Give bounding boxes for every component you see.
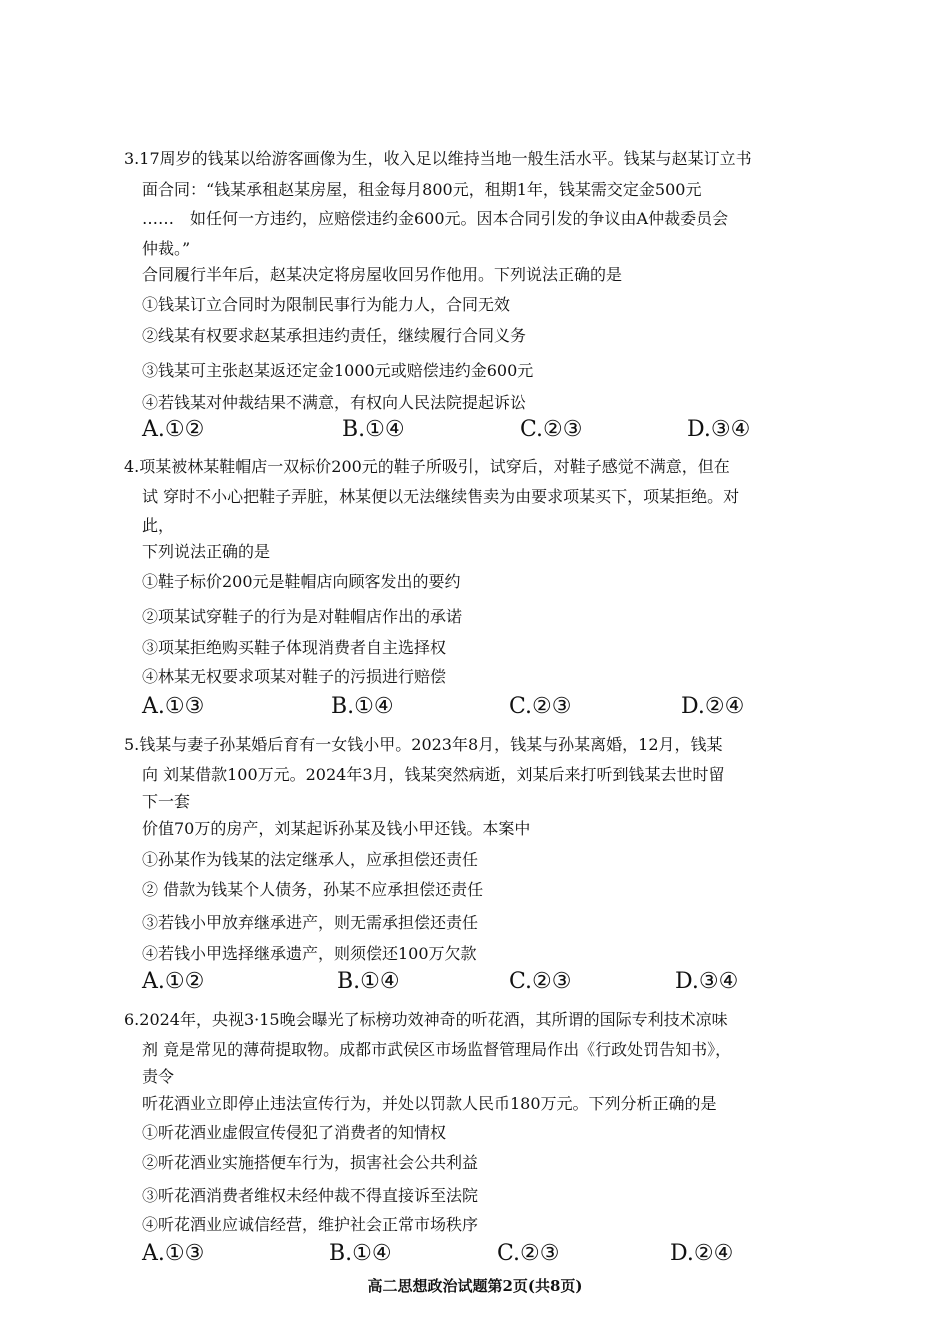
statement-3: ③项某拒绝购买鞋子体现消费者自主选择权 <box>142 638 447 657</box>
question-stem-line: 向 刘某借款100万元。2024年3月，钱某突然病逝，刘某后来打听到钱某去世时留 <box>142 765 725 784</box>
question-stem-line: 剂 竟是常见的薄荷提取物。成都市武侯区市场监督管理局作出《行政处罚告知书》， <box>142 1040 732 1059</box>
question-stem-line: 价值70万的房产，刘某起诉孙某及钱小甲还钱。本案中 <box>142 819 531 838</box>
option-c: C.②③ <box>509 969 572 994</box>
page-footer: 高二思想政治试题第2页(共8页) <box>367 1277 583 1295</box>
option-d: D.③④ <box>687 417 751 442</box>
option-a: A.①③ <box>142 1241 205 1266</box>
statement-1: ①听花酒业虚假宣传侵犯了消费者的知情权 <box>142 1123 447 1142</box>
statement-3: ③若钱小甲放弃继承进产，则无需承担偿还责任 <box>142 913 479 932</box>
question-stem-line: 听花酒业立即停止违法宣传行为，并处以罚款人民币180万元。下列分析正确的是 <box>142 1094 717 1113</box>
statement-4: ④若钱小甲选择继承遗产，则须偿还100万欠款 <box>142 944 477 963</box>
option-c: C.②③ <box>509 694 572 719</box>
statement-4: ④听花酒业应诚信经营，维护社会正常市场秩序 <box>142 1215 479 1234</box>
question-stem-line: 下一套 <box>142 792 191 811</box>
statement-2: ② 借款为钱某个人债务，孙某不应承担偿还责任 <box>142 880 484 899</box>
option-d: D.②④ <box>670 1241 734 1266</box>
question-stem-line: …… 如任何一方违约，应赔偿违约金600元。因本合同引发的争议由A仲裁委员会 <box>142 209 729 228</box>
statement-2: ②线某有权要求赵某承担违约责任，继续履行合同义务 <box>142 326 527 345</box>
statement-4: ④若钱某对仲裁结果不满意，有权向人民法院提起诉讼 <box>142 393 527 412</box>
statement-1: ①鞋子标价200元是鞋帽店向顾客发出的要约 <box>142 572 461 591</box>
option-a: A.①② <box>142 969 205 994</box>
statement-1: ①钱某订立合同时为限制民事行为能力人，合同无效 <box>142 295 511 314</box>
statement-3: ③钱某可主张赵某返还定金1000元或赔偿违约金600元 <box>142 361 534 380</box>
option-b: B.①④ <box>331 694 394 719</box>
statement-3: ③听花酒消费者维权未经仲裁不得直接诉至法院 <box>142 1186 479 1205</box>
option-a: A.①③ <box>142 694 205 719</box>
option-d: D.②④ <box>681 694 745 719</box>
option-c: C.②③ <box>497 1241 560 1266</box>
question-stem-line: 4.项某被林某鞋帽店一双标价200元的鞋子所吸引，试穿后，对鞋子感觉不满意，但在 <box>124 457 730 476</box>
option-b: B.①④ <box>337 969 400 994</box>
option-c: C.②③ <box>520 417 583 442</box>
option-b: B.①④ <box>342 417 405 442</box>
question-stem-line: 5.钱某与妻子孙某婚后育有一女钱小甲。2023年8月，钱某与孙某离婚，12月，钱某 <box>124 735 723 754</box>
question-stem-line: 仲裁。” <box>142 239 191 258</box>
question-stem-line: 面合同：“钱某承租赵某房屋，租金每月800元，租期1年，钱某需交定金500元 <box>142 180 702 199</box>
option-d: D.③④ <box>675 969 739 994</box>
statement-1: ①孙某作为钱某的法定继承人，应承担偿还责任 <box>142 850 479 869</box>
question-stem-line: 下列说法正确的是 <box>142 542 271 561</box>
option-a: A.①② <box>142 417 205 442</box>
statement-2: ②项某试穿鞋子的行为是对鞋帽店作出的承诺 <box>142 607 463 626</box>
question-stem-line: 6.2024年，央视3·15晚会曝光了标榜功效神奇的听花酒，其所谓的国际专利技术凉味 <box>124 1010 728 1029</box>
question-stem-line: 责令 <box>142 1067 175 1086</box>
question-stem-line: 试 穿时不小心把鞋子弄脏，林某便以无法继续售卖为由要求项某买下，项某拒绝。对 <box>142 487 740 506</box>
statement-2: ②听花酒业实施搭便车行为，损害社会公共利益 <box>142 1153 479 1172</box>
option-b: B.①④ <box>329 1241 392 1266</box>
question-stem-line: 合同履行半年后，赵某决定将房屋收回另作他用。下列说法正确的是 <box>142 265 623 284</box>
statement-4: ④林某无权要求项某对鞋子的污损进行赔偿 <box>142 667 447 686</box>
question-stem-line: 3.17周岁的钱某以给游客画像为生，收入足以维持当地一般生活水平。钱某与赵某订立书 <box>124 149 752 168</box>
question-stem-line: 此， <box>142 516 175 535</box>
